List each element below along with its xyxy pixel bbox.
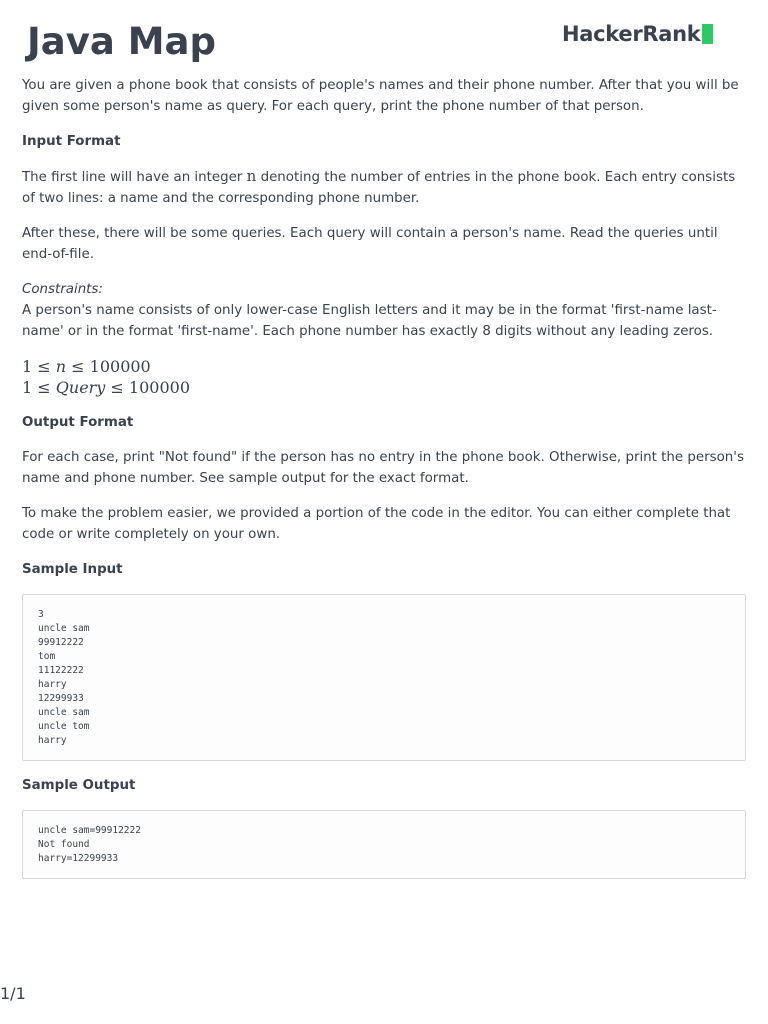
output-format-heading: Output Format <box>22 415 134 430</box>
constraints-block <box>22 279 746 342</box>
sample-output-code: uncle sam=99912222 Not found harry=12299933 <box>22 810 746 879</box>
sample-input-heading: Sample Input <box>22 562 123 577</box>
constraint-query-upper: ≤ 100000 <box>105 378 190 397</box>
constraint-n-upper: ≤ 100000 <box>66 357 151 376</box>
intro-paragraph: You are given a phone book that consists of people's names and their phone number. After that you will be given some person's name as query. For each query, print the phone number of that person. <box>22 78 739 114</box>
input-format-heading: Input Format <box>22 134 121 149</box>
output-format-paragraph-1: For each case, print "Not found" if the person has no entry in the phone book. Otherwise, print the person's name and phone number. See sample output for the exact format. <box>22 450 744 486</box>
constraint-n-lower: 1 ≤ <box>22 357 56 376</box>
input-format-paragraph-2: After these, there will be some queries. Each query will contain a person's name. Read the queries until end-of-file. <box>22 226 718 262</box>
problem-statement <box>22 75 746 893</box>
logo-text: HackerRank <box>562 22 701 46</box>
input-text-before: The first line will have an integer <box>22 170 247 185</box>
output-format-paragraph-2: To make the problem easier, we provided a portion of the code in the editor. You can either complete that code or write completely on your own. <box>22 506 731 542</box>
input-format-paragraph-1 <box>22 166 746 209</box>
logo-mark-icon <box>702 24 713 44</box>
page-header <box>0 0 768 70</box>
constraint-query <box>22 377 746 398</box>
constraint-n-var: n <box>55 357 67 376</box>
page-title: Java Map <box>27 20 216 63</box>
constraints-text: A person's name consists of only lower-case English letters and it may be in the format 'first-name last-name' or in the format 'first-name'. Each phone number has exactly 8 digits without any leading zeros. <box>22 303 717 339</box>
page-number: 1/1 <box>0 984 26 1003</box>
variable-n: n <box>246 167 257 185</box>
hackerrank-logo <box>562 20 713 48</box>
sample-input-code: 3 uncle sam 99912222 tom 11122222 harry 12299933 uncle sam uncle tom harry <box>22 594 746 761</box>
constraint-query-lower: 1 ≤ <box>22 378 56 397</box>
constraint-formulas <box>22 356 746 398</box>
constraint-query-var: Query <box>55 378 106 397</box>
sample-output-heading: Sample Output <box>22 778 136 793</box>
constraints-label: Constraints: <box>22 282 103 297</box>
input-text-after: denoting the number of entries in the phone book. Each entry consists of two lines: a name and the corresponding phone number. <box>22 170 736 206</box>
constraint-n <box>22 356 746 377</box>
